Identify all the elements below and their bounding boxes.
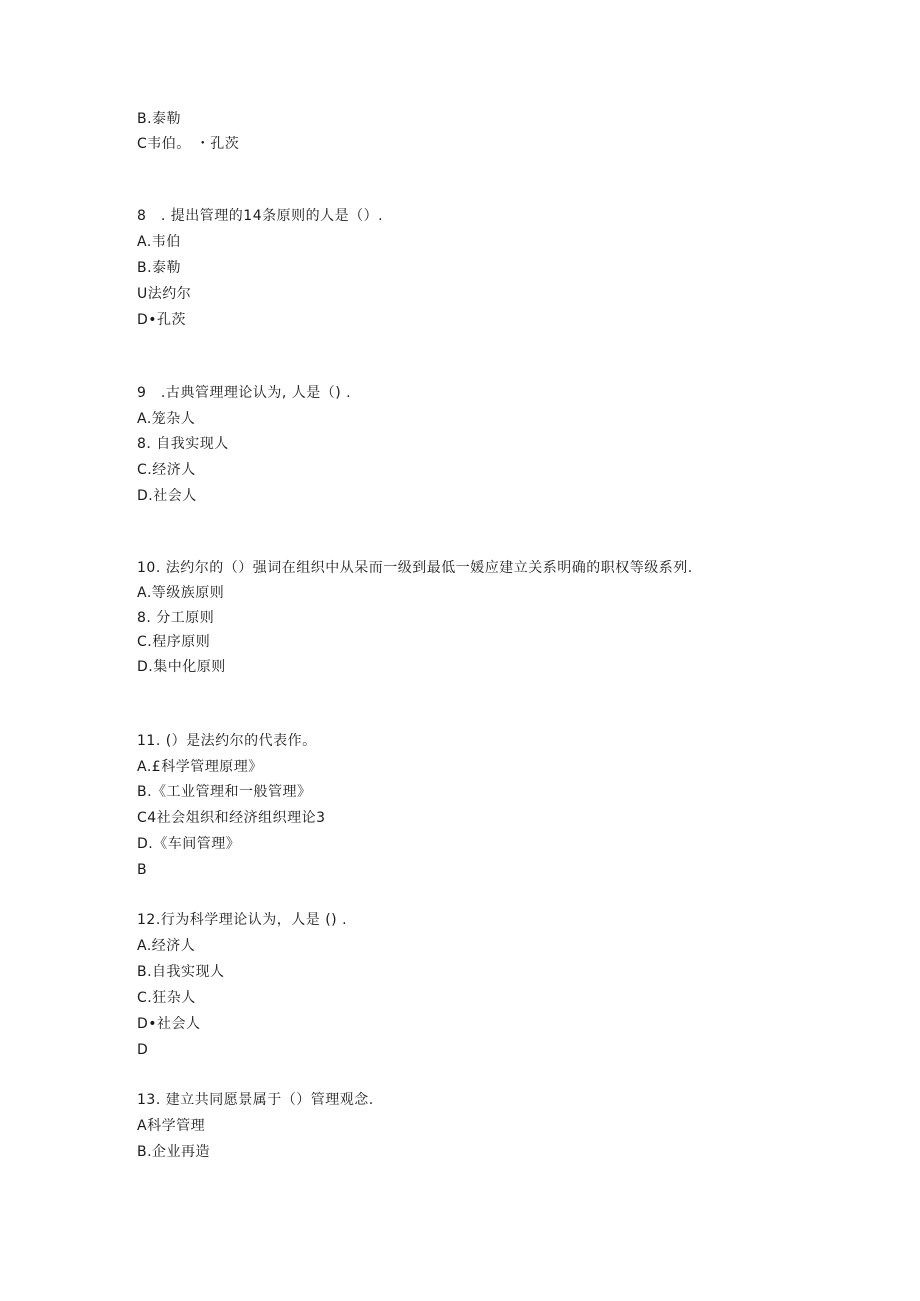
option-c: C.经济人 <box>137 462 196 478</box>
option-d: D.社会人 <box>137 488 197 504</box>
option-c: C.程序原则 <box>137 634 211 650</box>
question-11: 11. (）是法约尔的代表作。 <box>137 733 317 749</box>
option-a: A.经济人 <box>137 938 196 954</box>
option-c: C.狂杂人 <box>137 990 196 1006</box>
option-b: B.泰勒 <box>137 111 182 127</box>
question-12: 12.行为科学理论认为，人是 () . <box>137 912 348 928</box>
option-b: 8. 自我实现人 <box>137 436 229 452</box>
option-c: C4社会俎织和经济组织理论3 <box>137 810 326 826</box>
option-b: 8. 分工原则 <box>137 610 215 626</box>
question-13: 13. 建立共同愿景属于（）管理观念. <box>137 1092 374 1108</box>
answer: B <box>137 862 148 878</box>
question-8: 8 . 提出管理的14条原则的人是（）. <box>137 208 384 224</box>
option-c: C韦伯。 ・孔茨 <box>137 136 240 152</box>
option-a: A.£科学管理原理》 <box>137 759 263 775</box>
option-b: B.企业再造 <box>137 1144 211 1160</box>
option-b: B.自我实现人 <box>137 964 225 980</box>
option-a: A.韦伯 <box>137 234 181 250</box>
option-c: U法约尔 <box>137 286 192 302</box>
question-10: 10. 法约尔的（）强词在组织中从呆而一级到最低一媛应建立关系明确的职权等级系列. <box>137 560 693 576</box>
option-b: B.泰勒 <box>137 260 182 276</box>
option-a: A.等级族原则 <box>137 585 225 601</box>
option-b: B.《工业管理和一般管理》 <box>137 784 312 800</box>
option-d: D.集中化原则 <box>137 659 226 675</box>
option-d: D.《车间管理》 <box>137 836 241 852</box>
answer: D <box>137 1042 149 1058</box>
option-d: D•孔茨 <box>137 312 187 328</box>
option-a: A.笼杂人 <box>137 411 196 427</box>
question-9: 9 .古典管理理论认为, 人是（) . <box>137 385 352 401</box>
option-a: A科学管理 <box>137 1118 206 1134</box>
option-d: D•社会人 <box>137 1016 201 1032</box>
